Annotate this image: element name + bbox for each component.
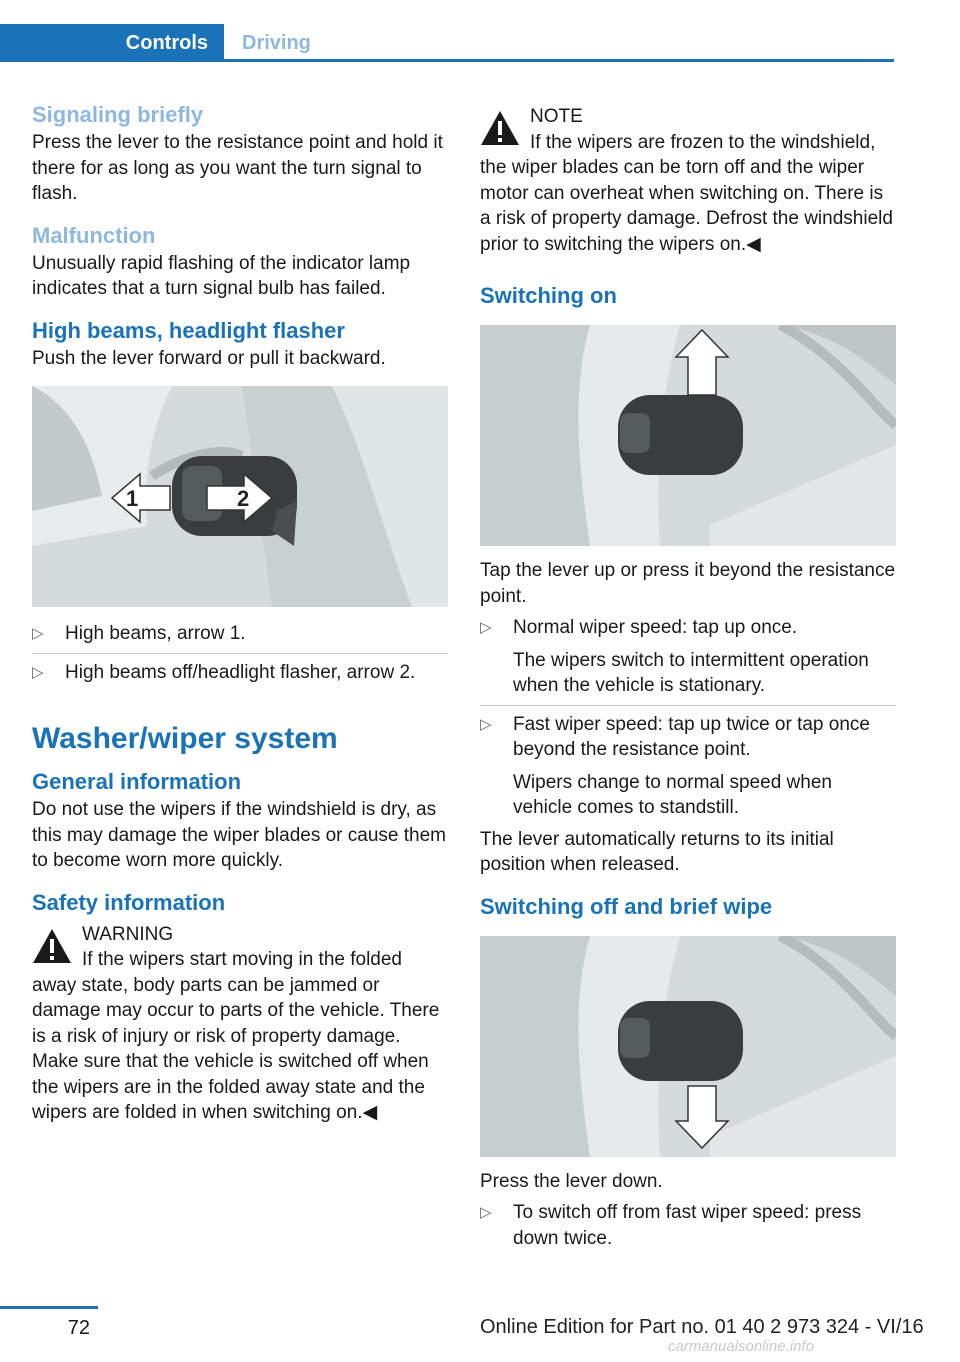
general-text: Do not use the wipers if the windshield is dry, as this may damage the wiper blades or cause them to become worn more quickly. [32, 799, 446, 871]
bullet-icon: ▷ [480, 1204, 492, 1221]
heading-high-beams: High beams, headlight flasher [32, 317, 345, 343]
tab-driving[interactable]: Driving [242, 32, 311, 54]
warning-box [32, 922, 448, 1126]
bullet-icon: ▷ [32, 625, 44, 642]
heading-signaling-briefly: Signaling briefly [32, 102, 204, 127]
switching-off-text: Press the lever down. [480, 1170, 663, 1192]
bullet-icon: ▷ [480, 715, 492, 733]
warning-text: away state, body parts can be jammed or damage may occur to parts of the vehicle. There is a risk of injury or risk of property damage. Make sure that the vehicle is switched off when the wipers are in the folded away state and the wipers are folded in when switching on.◀ [32, 974, 440, 1123]
tab-controls[interactable]: Controls [0, 24, 224, 62]
figure-switching-on-lever [480, 325, 896, 546]
page-number: 72 [67, 1317, 90, 1339]
left-column [32, 100, 448, 1126]
switching-off-list [480, 1200, 896, 1251]
warning-triangle-icon [480, 110, 520, 146]
list-item: ▷ Fast wiper speed: tap up twice or tap once beyond the resistance point. Wipers change to normal speed when vehicle comes to standstill. [480, 713, 870, 818]
high-beams-list [32, 621, 448, 685]
switching-on-after: The lever automatically returns to its initial position when released. [480, 828, 834, 875]
malfunction-text: Unusually rapid flashing of the indicator lamp indicates that a turn signal bulb has failed. [32, 252, 411, 299]
figure-high-beams-lever [32, 386, 448, 607]
warning-label: WARNING [82, 923, 174, 945]
footer-rule [0, 1306, 98, 1309]
heading-switching-on: Switching on [480, 283, 617, 308]
list-item: ▷ To switch off from fast wiper speed: press down twice. [480, 1202, 862, 1249]
list-item: ▷ High beams, arrow 1. [32, 621, 448, 647]
note-first-line: If the wipers are frozen to the windshield, [530, 131, 876, 153]
signaling-text: Press the lever to the resistance point and hold it there for as long as you want the turn signal to flash. [32, 132, 443, 204]
bullet-icon: ▷ [480, 619, 492, 636]
note-box [480, 104, 896, 257]
bullet-icon: ▷ [32, 663, 44, 681]
right-column [480, 104, 896, 1251]
heading-malfunction: Malfunction [32, 222, 156, 248]
list-item: ▷ Normal wiper speed: tap up once. The wipers switch to intermittent operation when the vehicle is stationary. [480, 617, 869, 696]
note-label: NOTE [530, 106, 583, 127]
warning-triangle-icon [32, 928, 72, 964]
switching-on-text: Tap the lever up or press it beyond the resistance point. [480, 560, 896, 607]
warning-first-line: If the wipers start moving in the folded [82, 949, 402, 970]
watermark: carmanualsonline.info [668, 1338, 814, 1355]
heading-washer-wiper: Washer/wiper system [32, 722, 338, 755]
heading-switching-off: Switching off and brief wipe [480, 893, 773, 919]
heading-safety-information: Safety information [32, 889, 226, 915]
figure-switching-off-lever [480, 936, 896, 1157]
high-beams-text: Push the lever forward or pull it backward. [32, 347, 386, 369]
switching-on-list [480, 615, 896, 821]
arrow-1-label: 1 [126, 486, 139, 511]
heading-general-information: General information [32, 769, 242, 794]
arrow-2-label: 2 [237, 486, 250, 511]
edition-text: Online Edition for Part no. 01 40 2 973 324 - VI/16 [480, 1316, 924, 1338]
header-bar [0, 24, 894, 62]
list-item: ▷ High beams off/headlight flasher, arrow 2. [32, 660, 448, 686]
note-text: the wiper blades can be torn off and the wiper motor can overheat when switching on. There is a risk of property damage. Defrost the windshield prior to switching the wipers on.◀ [480, 157, 893, 255]
